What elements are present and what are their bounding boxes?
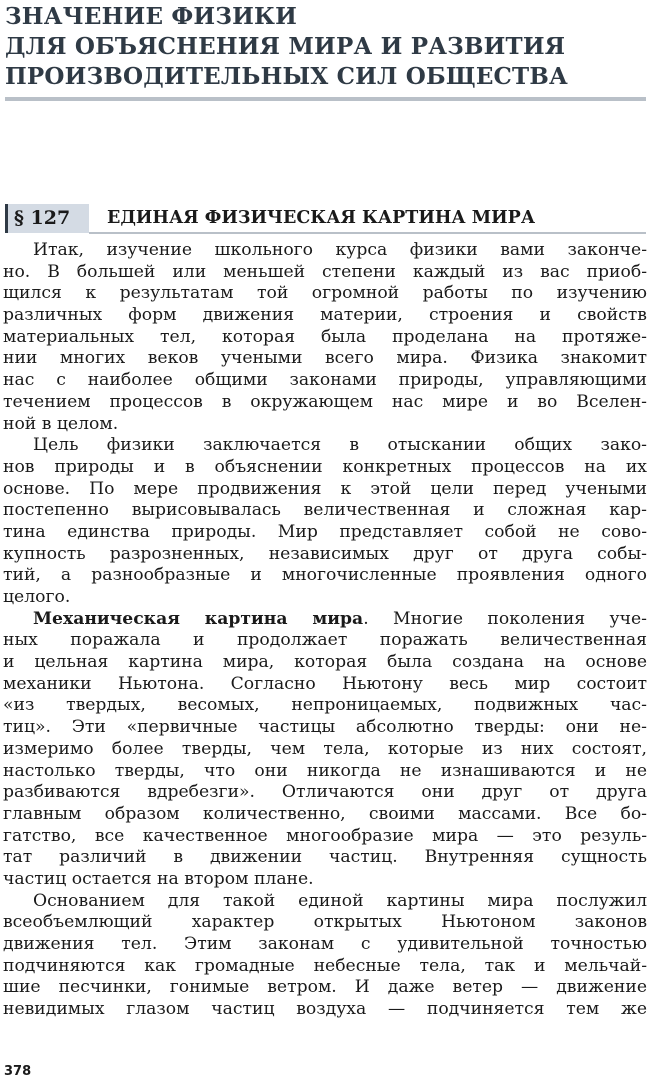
text-line: невидимых глазом частиц воздуха — подчиняется тем же — [3, 999, 647, 1020]
body-text — [3, 240, 647, 1021]
text-line: движения тел. Этим законам с удивительной точностью — [3, 934, 647, 954]
text-line: измеримо более тверды, чем тела, которые из них состоят, — [3, 738, 647, 759]
text-line — [3, 609, 647, 631]
text-line: постепенно вырисовывалась величественная и сложная кар- — [3, 500, 647, 521]
text-line: нас с наиболее общими законами природы, управляющими — [3, 370, 647, 391]
text-line: Основанием для такой единой картины мира послужил — [33, 890, 647, 911]
text-line: и цельная картина мира, которая была создана на основе — [3, 652, 647, 673]
text-line-rest: . Многие поколения уче- — [363, 608, 647, 629]
text-line: материальных тел, которая была проделана на протяже- — [3, 326, 647, 347]
text-line: «из твердых, весомых, непроницаемых, подвижных час- — [3, 695, 647, 716]
text-line: главным образом количественно, своими массами. Все бо- — [3, 803, 647, 824]
text-line: Цель физики заключается в отыскании общих зако- — [33, 435, 647, 456]
text-line: частиц остается на втором плане. — [3, 868, 314, 889]
text-line: всеобъемлющий характер открытых Ньютоном законов — [3, 912, 647, 933]
text-line: тий, а разнообразные и многочисленные проявления одного — [3, 565, 647, 586]
text-line: течением процессов в окружающем нас мире и во Вселен- — [3, 391, 647, 412]
text-line: ных поражала и продолжает поражать величественная — [3, 630, 647, 651]
chapter-title-line-2: ДЛЯ ОБЪЯСНЕНИЯ МИРА И РАЗВИТИЯ — [5, 33, 566, 60]
section-heading — [5, 204, 646, 234]
text-line: тина единства природы. Мир представляет собой не сово- — [3, 521, 647, 542]
text-line: разбиваются вдребезги». Отличаются они друг от друга — [3, 782, 647, 803]
text-line: щился к результатам той огромной работы по изучению — [3, 283, 647, 304]
text-line: основе. По мере продвижения к этой цели перед учеными — [3, 478, 647, 499]
chapter-title — [5, 2, 645, 92]
text-line: Итак, изучение школьного курса физики вами закончe- — [33, 240, 647, 260]
chapter-title-line-1: ЗНАЧЕНИЕ ФИЗИКИ — [5, 3, 298, 30]
text-line: ной в целом. — [3, 413, 119, 434]
text-line: механики Ньютона. Согласно Ньютону весь мир состоит — [3, 673, 647, 694]
text-line: настолько тверды, что они никогда не изнашиваются и не — [3, 760, 647, 781]
text-line: нии многих веков учеными всего мира. Физика знакомит — [3, 348, 647, 369]
text-line: тат различий в движении частиц. Внутренняя сущность — [3, 847, 647, 868]
paragraph-lead-term: Механическая картина мира — [33, 608, 364, 629]
section-number-badge: § 127 — [5, 204, 89, 233]
section-heading-rule — [89, 232, 646, 234]
text-line: подчиняются как громадные небесные тела, так и мельчай- — [3, 955, 647, 976]
text-line: целого. — [3, 587, 71, 607]
text-line: гатство, все качественное многообразие мира — это резуль- — [3, 825, 647, 846]
text-line: но. В большей или меньшей степени каждый из вас приоб- — [3, 261, 647, 282]
page-number: 378 — [4, 1064, 32, 1079]
text-line: нов природы и в объяснении конкретных процессов на их — [3, 456, 647, 477]
text-line: шие песчинки, гонимые ветром. И даже ветер — движение — [3, 977, 647, 998]
chapter-title-line-3: ПРОИЗВОДИТЕЛЬНЫХ СИЛ ОБЩЕСТВА — [5, 63, 568, 90]
section-title: ЕДИНАЯ ФИЗИЧЕСКАЯ КАРТИНА МИРА — [107, 208, 536, 228]
text-line: купность разрозненных, независимых друг от друга собы- — [3, 543, 647, 564]
text-line: тиц». Эти «первичные частицы абсолютно тверды: они не- — [3, 717, 647, 738]
text-line: различных форм движения материи, строения и свойств — [3, 305, 647, 326]
chapter-title-rule — [5, 97, 646, 101]
